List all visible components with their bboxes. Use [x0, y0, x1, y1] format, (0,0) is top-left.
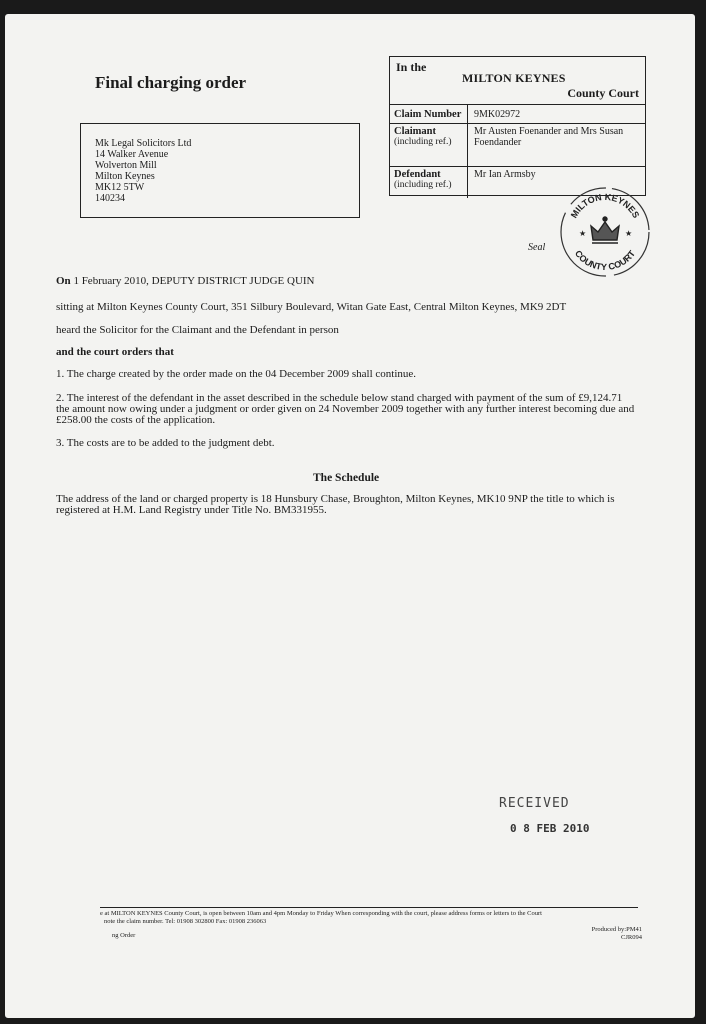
crown-icon [591, 217, 619, 243]
claim-number-value: 9MK02972 [474, 108, 521, 120]
address-line: MK12 5TW [95, 182, 145, 193]
court-name: MILTON KEYNES [462, 71, 566, 85]
defendant-label: Defendant [394, 169, 441, 180]
seal-text-bottom: COUNTY COURT [572, 248, 638, 273]
order-item-1: 1. The charge created by the order made on the 04 December 2009 shall continue. [56, 368, 417, 380]
court-header [390, 57, 645, 105]
document-title: Final charging order [95, 73, 247, 92]
footer-produced-by [592, 926, 642, 942]
received-stamp: RECEIVED [499, 796, 570, 811]
claimant-row [390, 124, 645, 167]
address-line: Milton Keynes [95, 171, 155, 182]
claim-number-row [390, 105, 645, 124]
orders-heading: and the court orders that [56, 346, 174, 358]
footer-contact: note the claim number. Tel: 01908 302800 Fax: 01908 236063 [104, 918, 267, 925]
schedule-heading: The Schedule [313, 472, 380, 484]
address-line: Mk Legal Solicitors Ltd [95, 138, 192, 149]
address-line: 140234 [95, 193, 125, 204]
in-the-label: In the [396, 60, 427, 74]
form-code: CJR094 [621, 934, 642, 941]
claimant-label: Claimant [394, 126, 436, 137]
address-line: Wolverton Mill [95, 160, 157, 171]
claim-number-label: Claim Number [394, 108, 462, 120]
recipient-address-box [80, 123, 360, 218]
heard-line: heard the Solicitor for the Claimant and the Defendant in person [56, 324, 339, 336]
court-type: County Court [567, 86, 639, 100]
on-label: On [56, 275, 71, 287]
footer-form-name: ng Order [112, 932, 136, 939]
received-date-stamp: 0 8 FEB 2010 [510, 822, 590, 835]
claimant-sublabel: (including ref.) [394, 137, 452, 147]
svg-text:★: ★ [579, 229, 587, 238]
court-details-box [389, 56, 646, 196]
defendant-value: Mr Ian Armsby [474, 169, 536, 180]
svg-text:★: ★ [625, 229, 633, 238]
claimant-value: Mr Austen Foenander and Mrs Susan Foendander [474, 126, 624, 148]
seal-label: Seal [528, 242, 546, 253]
defendant-sublabel: (including ref.) [394, 180, 452, 190]
seal-text-top: MILTON KEYNES [568, 191, 642, 220]
schedule-text: The address of the land or charged property is 18 Hunsbury Chase, Broughton, Milton Keynes, MK10 9NP the title to which is registered at H.M. Land Registry under Title No. BM331955. [56, 493, 615, 516]
address-line: 14 Walker Avenue [95, 149, 169, 160]
sitting-line: sitting at Milton Keynes County Court, 351 Silbury Boulevard, Witan Gate East, Central Milton Keynes, MK9 2DT [56, 301, 567, 313]
order-item-3: 3. The costs are to be added to the judgment debt. [56, 437, 275, 449]
hearing-date-line [56, 276, 315, 287]
footer-divider [100, 907, 638, 908]
hearing-date-judge: 1 February 2010, DEPUTY DISTRICT JUDGE QUIN [73, 275, 315, 287]
footer-court-hours: e at MILTON KEYNES County Court, is open between 10am and 4pm Monday to Friday When corresponding with the court, please address forms or letters to the Court [100, 910, 542, 917]
court-seal-stamp [555, 182, 655, 282]
produced-by-text: Produced by:PM41 [591, 926, 642, 933]
order-item-2: 2. The interest of the defendant in the asset described in the schedule below stand charged with payment of the sum of £9,124.71 the amount now owing under a judgment or order given on 24 November 2009 together with any further interest becoming due and £258.00 the costs of the application. [56, 392, 635, 426]
